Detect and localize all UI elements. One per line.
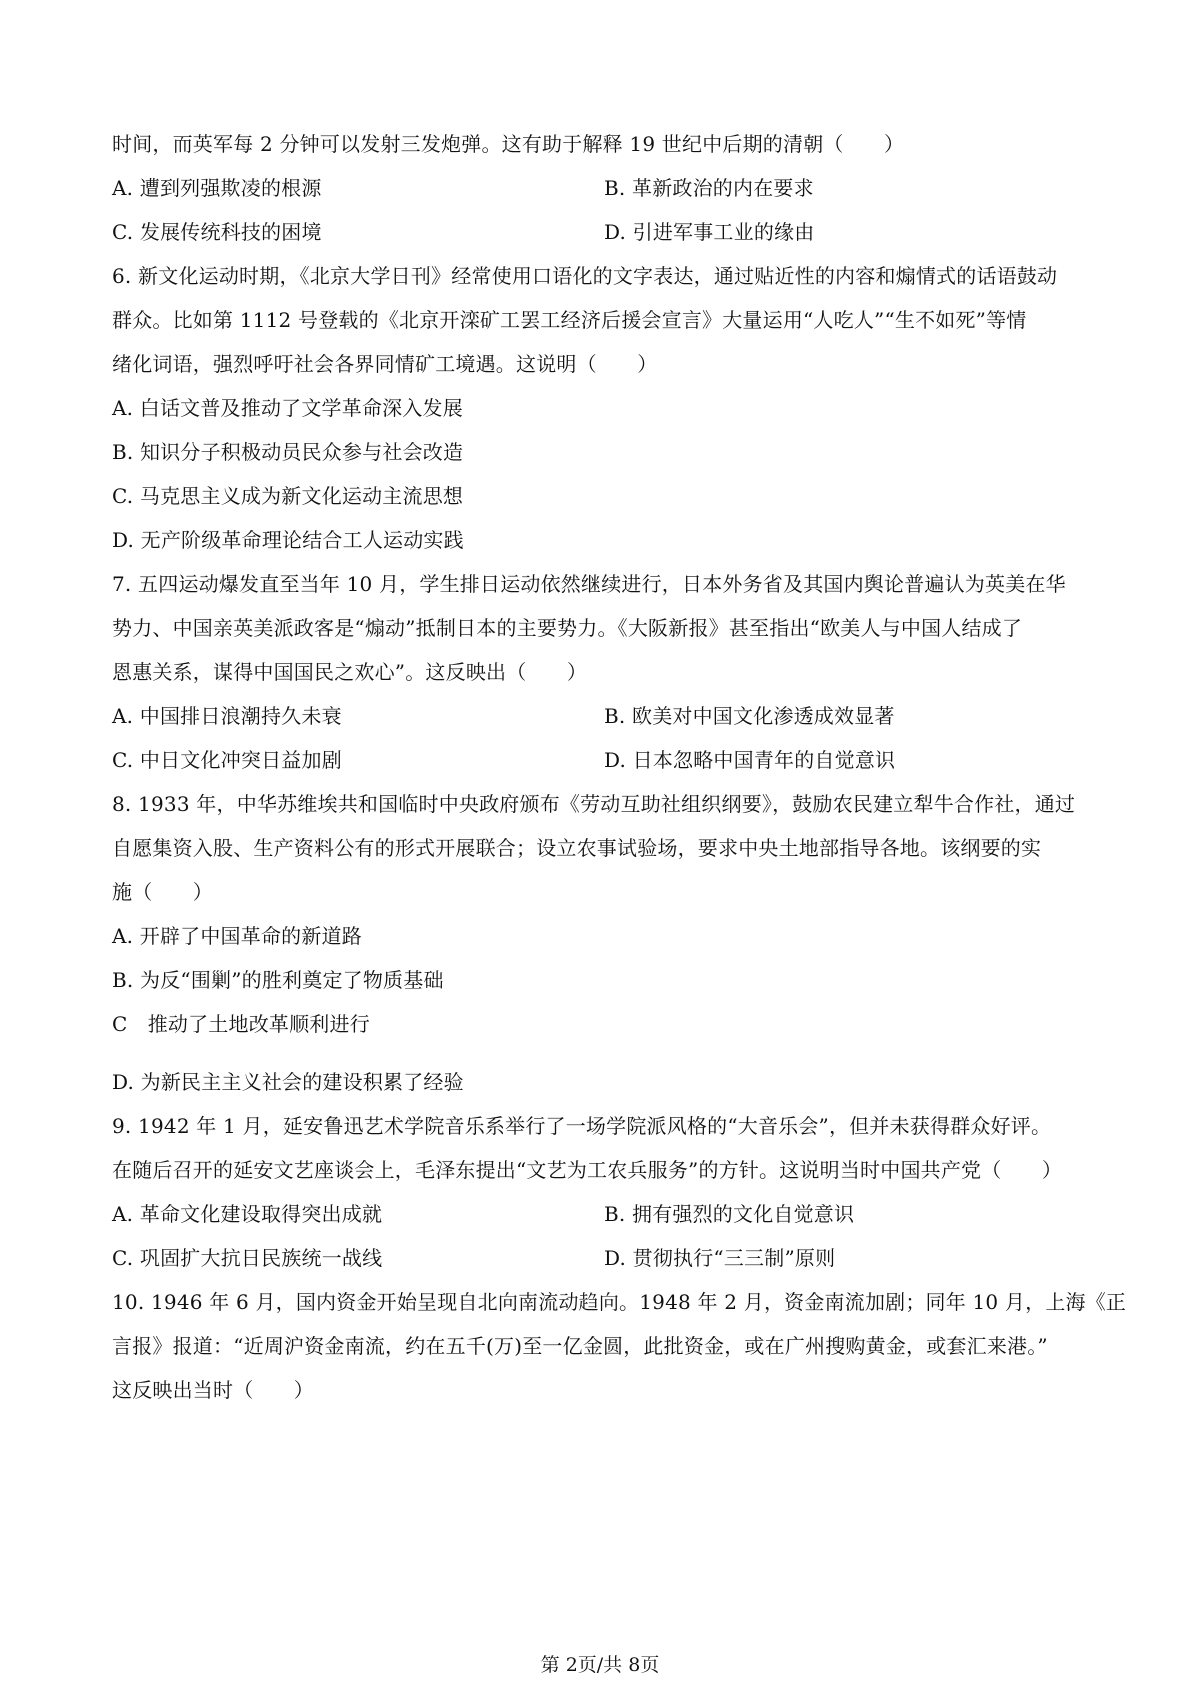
q8-option-b: B. 为反“围剿”的胜利奠定了物质基础 bbox=[112, 968, 444, 992]
q6-stem-line-1: 6. 新文化运动时期，《北京大学日刊》经常使用口语化的文字表达，通过贴近性的内容和煽情式的话语鼓动 bbox=[112, 264, 1058, 288]
q8-stem-line-3: 施（ ） bbox=[112, 880, 213, 904]
q6-option-b: B. 知识分子积极动员民众参与社会改造 bbox=[112, 440, 464, 464]
q5-option-d: D. 引进军事工业的缘由 bbox=[604, 220, 815, 244]
q7-option-c: C. 中日文化冲突日益加剧 bbox=[112, 748, 342, 772]
q6-option-c: C. 马克思主义成为新文化运动主流思想 bbox=[112, 484, 464, 508]
q8-option-a: A. 开辟了中国革命的新道路 bbox=[112, 924, 362, 948]
q9-stem-line-1: 9. 1942 年 1 月，延安鲁迅艺术学院音乐系举行了一场学院派风格的“大音乐会”，但并未获得群众好评。 bbox=[112, 1114, 1052, 1138]
q10-stem-line-3: 这反映出当时（ ） bbox=[112, 1378, 314, 1402]
q6-stem-line-2: 群众。比如第 1112 号登载的《北京开滦矿工罢工经济后援会宣言》大量运用“人吃人”“生不如死”等情 bbox=[112, 308, 1027, 332]
q5-option-b: B. 革新政治的内在要求 bbox=[604, 176, 814, 200]
q6-option-d: D. 无产阶级革命理论结合工人运动实践 bbox=[112, 528, 464, 552]
q5-option-c: C. 发展传统科技的困境 bbox=[112, 220, 322, 244]
q7-option-a: A. 中国排日浪潮持久未衰 bbox=[112, 704, 342, 728]
q7-option-b: B. 欧美对中国文化渗透成效显著 bbox=[604, 704, 895, 728]
q8-stem-line-2: 自愿集资入股、生产资料公有的形式开展联合；设立农事试验场，要求中央土地部指导各地。该纲要的实 bbox=[112, 836, 1042, 860]
q8-option-d: D. 为新民主主义社会的建设积累了经验 bbox=[112, 1070, 464, 1094]
q6-option-a: A. 白话文普及推动了文学革命深入发展 bbox=[112, 396, 463, 420]
q9-option-b: B. 拥有强烈的文化自觉意识 bbox=[604, 1202, 855, 1226]
q7-option-d: D. 日本忽略中国青年的自觉意识 bbox=[604, 748, 896, 772]
q7-stem-line-1: 7. 五四运动爆发直至当年 10 月，学生排日运动依然继续进行，日本外务省及其国内舆论普遍认为英美在华 bbox=[112, 572, 1066, 596]
q8-option-c: C 推动了土地改革顺利进行 bbox=[112, 1012, 370, 1036]
q10-stem-line-2: 言报》报道：“近周沪资金南流，约在五千(万)至一亿金圆，此批资金，或在广州搜购黄金，或套汇来港。” bbox=[112, 1334, 1048, 1358]
q7-stem-line-2: 势力、中国亲英美派政客是“煽动”抵制日本的主要势力。《大阪新报》甚至指出“欧美人与中国人结成了 bbox=[112, 616, 1023, 640]
page-number: 第 2页/共 8页 bbox=[540, 1654, 660, 1676]
q10-stem-line-1: 10. 1946 年 6 月，国内资金开始呈现自北向南流动趋向。1948 年 2 月，资金南流加剧；同年 10 月，上海《正 bbox=[112, 1290, 1127, 1314]
q9-option-a: A. 革命文化建设取得突出成就 bbox=[112, 1202, 383, 1226]
q9-option-d: D. 贯彻执行“三三制”原则 bbox=[604, 1246, 836, 1270]
q5-option-a: A. 遭到列强欺凌的根源 bbox=[112, 176, 322, 200]
q6-stem-line-3: 绪化词语，强烈呼吁社会各界同情矿工境遇。这说明（ ） bbox=[112, 352, 658, 376]
q5-stem: 时间，而英军每 2 分钟可以发射三发炮弹。这有助于解释 19 世纪中后期的清朝（ ） bbox=[112, 132, 905, 156]
q9-option-c: C. 巩固扩大抗日民族统一战线 bbox=[112, 1246, 383, 1270]
q9-stem-line-2: 在随后召开的延安文艺座谈会上，毛泽东提出“文艺为工农兵服务”的方针。这说明当时中国共产党（ ） bbox=[112, 1158, 1063, 1182]
q7-stem-line-3: 恩惠关系，谋得中国国民之欢心”。这反映出（ ） bbox=[112, 660, 588, 684]
q8-stem-line-1: 8. 1933 年，中华苏维埃共和国临时中央政府颁布《劳动互助社组织纲要》，鼓励农民建立犁牛合作社，通过 bbox=[112, 792, 1076, 816]
